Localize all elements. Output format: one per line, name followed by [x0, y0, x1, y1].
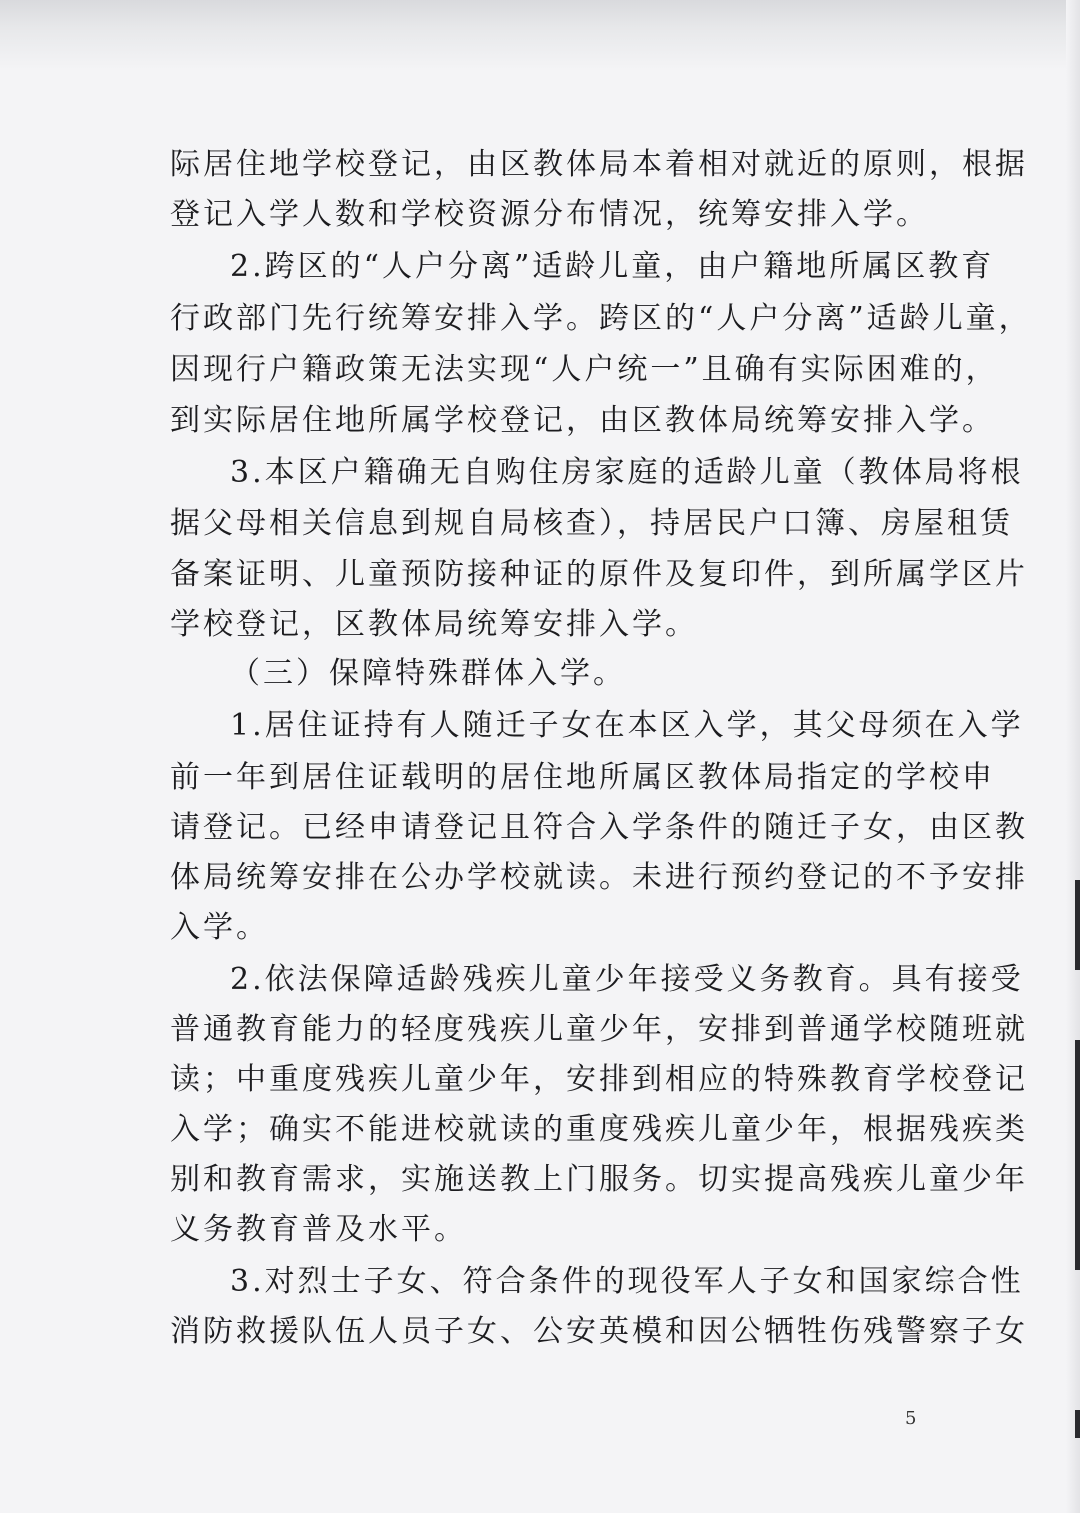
body-text-line: 到实际居住地所属学校登记，由区教体局统筹安排入学。: [170, 403, 995, 438]
body-text-line: 行政部门先行统筹安排入学。跨区的“人户分离”适龄儿童，: [170, 301, 1032, 336]
body-text-line: 登记入学人数和学校资源分布情况，统筹安排入学。: [170, 197, 929, 232]
body-text-line: 入学。: [170, 910, 269, 945]
body-text-line: 3.本区户籍确无自购住房家庭的适龄儿童（教体局将根: [230, 455, 1024, 490]
body-text-line: 3.对烈士子女、符合条件的现役军人子女和国家综合性: [230, 1264, 1024, 1299]
body-text-line: 普通教育能力的轻度残疾儿童少年，安排到普通学校随班就: [170, 1012, 1028, 1047]
body-text-line: 入学；确实不能进校就读的重度残疾儿童少年，根据残疾类: [170, 1112, 1028, 1147]
body-text-line: 消防救援队伍人员子女、公安英模和因公牺牲伤残警察子女: [170, 1314, 1028, 1349]
body-text-line: 别和教育需求，实施送教上门服务。切实提高残疾儿童少年: [170, 1162, 1028, 1197]
body-text-line: 际居住地学校登记，由区教体局本着相对就近的原则，根据: [170, 147, 1028, 182]
body-text-line: 因现行户籍政策无法实现“人户统一”且确有实际困难的，: [170, 352, 999, 387]
body-text-line: 1.居住证持有人随迁子女在本区入学，其父母须在入学: [230, 708, 1024, 743]
body-text-line: 2.依法保障适龄残疾儿童少年接受义务教育。具有接受: [230, 962, 1024, 997]
body-text-line: 请登记。已经申请登记且符合入学条件的随迁子女，由区教: [170, 810, 1028, 845]
body-text-line: 据父母相关信息到规自局核查），持居民户口簿、房屋租赁: [170, 506, 1013, 541]
body-text-line: 备案证明、儿童预防接种证的原件及复印件，到所属学区片: [170, 557, 1028, 592]
body-text-line: 学校登记，区教体局统筹安排入学。: [170, 607, 698, 642]
section-heading: （三）保障特殊群体入学。: [230, 656, 626, 691]
body-text-line: 前一年到居住证载明的居住地所属区教体局指定的学校申: [170, 760, 995, 795]
body-text-line: 体局统筹安排在公办学校就读。未进行预约登记的不予安排: [170, 860, 1028, 895]
body-text-line: 义务教育普及水平。: [170, 1212, 467, 1247]
body-text-line: 2.跨区的“人户分离”适龄儿童，由户籍地所属区教育: [230, 249, 995, 284]
page-number: 5: [905, 1408, 917, 1429]
body-text-line: 读；中重度残疾儿童少年，安排到相应的特殊教育学校登记: [170, 1062, 1028, 1097]
